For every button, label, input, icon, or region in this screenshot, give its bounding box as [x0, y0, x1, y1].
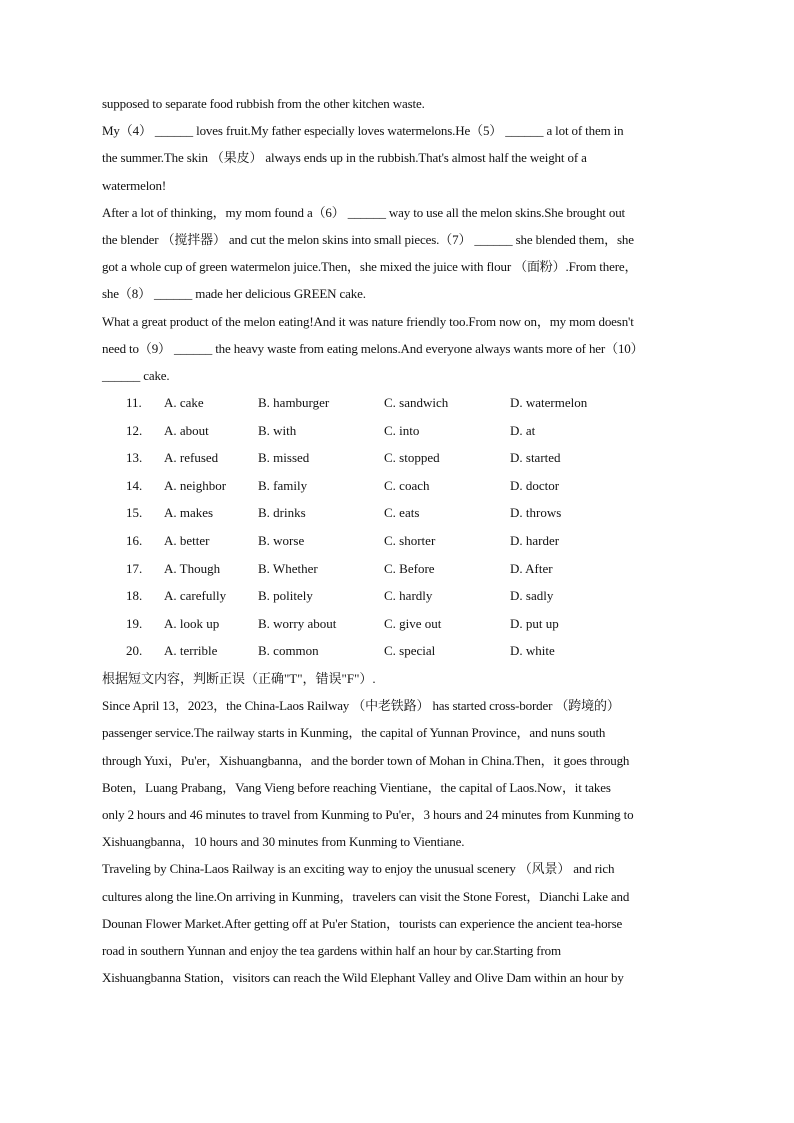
question-options-list	[126, 393, 702, 669]
passage-line: Boten，Luang Prabang，Vang Vieng before reaching Vientiane，the capital of Laos.Now，it takes	[102, 779, 611, 795]
option-b: B. drinks	[258, 505, 306, 521]
question-row	[126, 448, 702, 476]
option-c: C. special	[384, 643, 436, 659]
option-a: A. neighbor	[164, 477, 227, 493]
passage-line: only 2 hours and 46 minutes to travel from Kunming to Pu'er，3 hours and 24 minutes from Kunming to	[102, 806, 634, 822]
option-c: C. hardly	[384, 588, 433, 604]
question-row	[126, 531, 702, 559]
option-c: C. shorter	[384, 533, 436, 549]
passage-line: supposed to separate food rubbish from the other kitchen waste.	[102, 96, 425, 111]
question-row	[126, 614, 702, 642]
option-d: D. throws	[510, 505, 562, 521]
question-row	[126, 559, 702, 587]
question-number: 16.	[126, 533, 143, 549]
passage-line: she（8） ______ made her delicious GREEN cake.	[102, 286, 366, 302]
option-d: D. sadly	[510, 588, 554, 604]
option-d: D. at	[510, 422, 536, 438]
passage-line: What a great product of the melon eating!And it was nature friendly too.From now on，my mom doesn't	[102, 313, 634, 329]
passage-line: watermelon!	[102, 177, 167, 193]
passage-line: Xishuangbanna Station，visitors can reach the Wild Elephant Valley and Olive Dam within an hour by	[102, 970, 624, 986]
option-d: D. put up	[510, 615, 559, 631]
option-a: A. better	[164, 533, 210, 549]
passage-line: got a whole cup of green watermelon juice.Then，she mixed the juice with flour （面粉）.From there，	[102, 259, 638, 275]
question-number: 13.	[126, 450, 143, 466]
question-number: 17.	[126, 560, 143, 576]
passage-line: After a lot of thinking，my mom found a（6） ______ way to use all the melon skins.She brought out	[102, 204, 626, 220]
question-row	[126, 393, 702, 421]
option-c: C. stopped	[384, 450, 440, 466]
option-d: D. harder	[510, 533, 560, 549]
option-c: C. give out	[384, 615, 442, 631]
option-a: A. carefully	[164, 588, 227, 604]
passage-cloze	[102, 94, 702, 393]
passage-line: ______ cake.	[102, 367, 170, 383]
option-a: A. about	[164, 422, 209, 438]
option-a: A. look up	[164, 615, 220, 631]
passage-line: Traveling by China-Laos Railway is an exciting way to enjoy the unusual scenery （风景） and rich	[102, 861, 615, 877]
option-a: A. cake	[164, 395, 204, 411]
option-d: D. After	[510, 560, 553, 576]
section-instruction: 根据短文内容，判断正误（正确"T"，错误"F"）.	[102, 671, 376, 686]
question-row	[126, 421, 702, 449]
option-c: C. coach	[384, 477, 430, 493]
option-b: B. with	[258, 422, 297, 438]
option-d: D. started	[510, 450, 561, 466]
passage-railway	[102, 696, 702, 995]
question-row	[126, 586, 702, 614]
question-number: 12.	[126, 422, 143, 438]
passage-line: Xishuangbanna，10 hours and 30 minutes from Kunming to Vientiane.	[102, 834, 465, 850]
option-a: A. refused	[164, 450, 219, 466]
passage-line: need to（9） ______ the heavy waste from eating melons.And everyone always wants more of her（10）	[102, 340, 644, 356]
passage-line: passenger service.The railway starts in Kunming，the capital of Yunnan Province，and nuns south	[102, 725, 606, 741]
question-row	[126, 641, 702, 669]
question-number: 11.	[126, 395, 142, 411]
option-b: B. missed	[258, 450, 310, 466]
question-number: 15.	[126, 505, 143, 521]
question-row	[126, 476, 702, 504]
option-b: B. Whether	[258, 560, 318, 576]
passage-line: the blender （搅拌器） and cut the melon skins into small pieces.（7） ______ she blended them，she	[102, 231, 634, 247]
passage-line: Since April 13，2023，the China-Laos Railway （中老铁路） has started cross-border （跨境的）	[102, 698, 620, 714]
question-number: 20.	[126, 643, 143, 659]
passage-line: the summer.The skin （果皮） always ends up in the rubbish.That's almost half the weight of a	[102, 150, 587, 166]
option-c: C. eats	[384, 505, 420, 521]
option-d: D. doctor	[510, 477, 560, 493]
option-a: A. Though	[164, 560, 221, 576]
option-b: B. politely	[258, 588, 313, 604]
option-c: C. sandwich	[384, 395, 449, 411]
option-a: A. makes	[164, 505, 214, 521]
option-b: B. common	[258, 643, 319, 659]
option-a: A. terrible	[164, 643, 218, 659]
document-page	[102, 94, 702, 995]
option-b: B. family	[258, 477, 308, 493]
option-b: B. worse	[258, 533, 305, 549]
passage-line: My（4） ______ loves fruit.My father especially loves watermelons.He（5） ______ a lot of them in	[102, 123, 624, 139]
passage-line: through Yuxi，Pu'er，Xishuangbanna，and the border town of Mohan in China.Then，it goes through	[102, 752, 630, 768]
option-c: C. Before	[384, 560, 435, 576]
option-b: B. worry about	[258, 615, 337, 631]
option-b: B. hamburger	[258, 395, 330, 411]
passage-line: Dounan Flower Market.After getting off at Pu'er Station，tourists can experience the ancient tea-horse	[102, 915, 623, 931]
option-c: C. into	[384, 422, 420, 438]
option-d: D. watermelon	[510, 395, 588, 411]
question-number: 19.	[126, 615, 143, 631]
passage-line: cultures along the line.On arriving in Kunming，travelers can visit the Stone Forest，Dianchi Lake and	[102, 888, 630, 904]
question-number: 18.	[126, 588, 143, 604]
question-number: 14.	[126, 477, 143, 493]
question-row	[126, 503, 702, 531]
passage-line: road in southern Yunnan and enjoy the tea gardens within half an hour by car.Starting from	[102, 942, 561, 958]
option-d: D. white	[510, 643, 555, 659]
